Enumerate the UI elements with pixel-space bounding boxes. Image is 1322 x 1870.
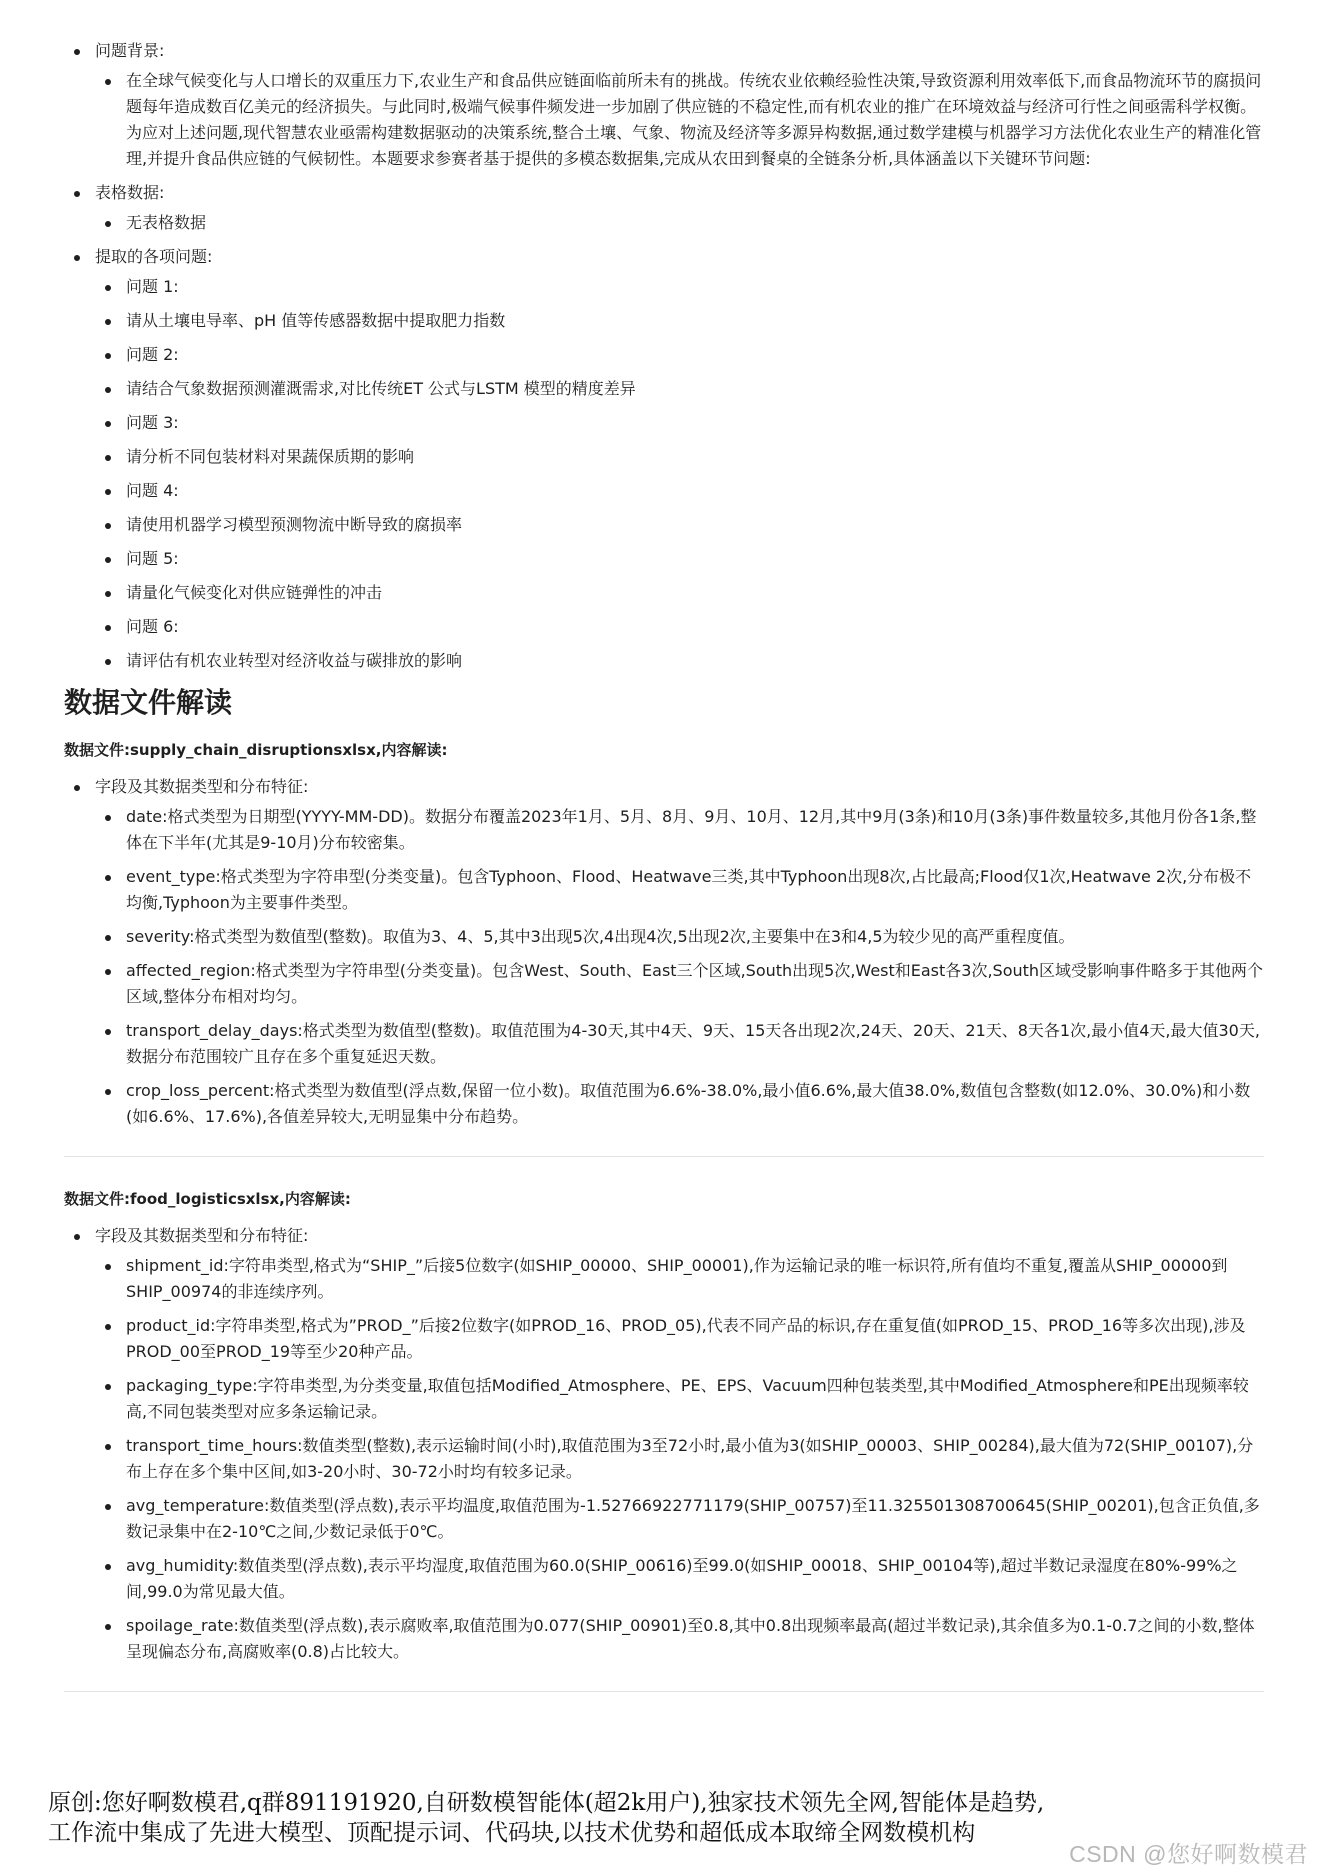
footer-line-2: 工作流中集成了先进大模型、顶配提示词、代码块,以技术优势和超低成本取缔全网数模机构 [48, 1820, 976, 1846]
question-label-1: 问题 1: [95, 274, 1264, 300]
question-text-2: 请结合气象数据预测灌溉需求,对比传统ET 公式与LSTM 模型的精度差异 [95, 376, 1264, 402]
divider-bottom [64, 1691, 1264, 1692]
background-item [64, 38, 1264, 172]
field-transport-delay-days: transport_delay_days:格式类型为数值型(整数)。取值范围为4-30天,其中4天、9天、15天各出现2次,24天、20天、21天、8天各1次,最小值4天,最大值30天,数据分布范围较广且存在多个重复延迟天数。 [95, 1018, 1264, 1070]
field-product-id: product_id:字符串类型,格式为”PROD_”后接2位数字(如PROD_16、PROD_05),代表不同产品的标识,存在重复值(如PROD_15、PROD_16等多次出现),涉及PROD_00至PROD_19等至少20种产品。 [95, 1313, 1264, 1365]
field-date: date:格式类型为日期型(YYYY-MM-DD)。数据分布覆盖2023年1月、5月、8月、9月、10月、12月,其中9月(3条)和10月(3条)事件数量较多,其他月份各1条,整体在下半年(尤其是9-10月)分布较密集。 [95, 804, 1264, 856]
file2-fields-heading: 字段及其数据类型和分布特征: [95, 1226, 309, 1245]
background-text: 在全球气候变化与人口增长的双重压力下,农业生产和食品供应链面临前所未有的挑战。传统农业依赖经验性决策,导致资源利用效率低下,而食品物流环节的腐损问题每年造成数百亿美元的经济损失。与此同时,极端气候事件频发进一步加剧了供应链的不稳定性,而有机农业的推广在环境效益与经济可行性之间亟需科学权衡。为应对上述问题,现代智慧农业亟需构建数据驱动的决策系统,整合土壤、气象、物流及经济等多源异构数据,通过数学建模与机器学习方法优化农业生产的精准化管理,并提升食品供应链的气候韧性。本题要求参赛者基于提供的多模态数据集,完成从农田到餐桌的全链条分析,具体涵盖以下关键环节问题: [95, 68, 1264, 172]
document-content [64, 38, 1264, 1722]
divider [64, 1156, 1264, 1157]
file2-title: 数据文件:food_logisticsxlsx,内容解读: [64, 1190, 351, 1208]
field-shipment-id: shipment_id:字符串类型,格式为“SHIP_”后接5位数字(如SHIP_00000、SHIP_00001),作为运输记录的唯一标识符,所有值均不重复,覆盖从SHIP_00000到SHIP_00974的非连续序列。 [95, 1253, 1264, 1305]
file1-title: 数据文件:supply_chain_disruptionsxlsx,内容解读: [64, 741, 448, 759]
question-text-5: 请量化气候变化对供应链弹性的冲击 [95, 580, 1264, 606]
field-event-type: event_type:格式类型为字符串型(分类变量)。包含Typhoon、Flood、Heatwave三类,其中Typhoon出现8次,占比最高;Flood仅1次,Heatwave 2次,分布极不均衡,Typhoon为主要事件类型。 [95, 864, 1264, 916]
watermark: CSDN @您好啊数模君 [1069, 1841, 1308, 1867]
question-label-6: 问题 6: [95, 614, 1264, 640]
question-text-3: 请分析不同包装材料对果蔬保质期的影响 [95, 444, 1264, 470]
question-text-6: 请评估有机农业转型对经济收益与碳排放的影响 [95, 648, 1264, 674]
table-data-item [64, 180, 1264, 236]
file2-list [64, 1223, 1264, 1665]
field-affected-region: affected_region:格式类型为字符串型(分类变量)。包含West、South、East三个区域,South出现5次,West和East各3次,South区域受影响事件略多于其他两个区域,整体分布相对均匀。 [95, 958, 1264, 1010]
field-severity: severity:格式类型为数值型(整数)。取值为3、4、5,其中3出现5次,4出现4次,5出现2次,主要集中在3和4,5为较少见的高严重程度值。 [95, 924, 1264, 950]
table-text: 无表格数据 [95, 210, 1264, 236]
field-avg-humidity: avg_humidity:数值类型(浮点数),表示平均湿度,取值范围为60.0(SHIP_00616)至99.0(如SHIP_00018、SHIP_00104等),超过半数记录湿度在80%-99%之间,99.0为常见最大值。 [95, 1553, 1264, 1605]
background-heading: 问题背景: [95, 41, 165, 60]
field-transport-time-hours: transport_time_hours:数值类型(整数),表示运输时间(小时),取值范围为3至72小时,最小值为3(如SHIP_00003、SHIP_00284),最大值为72(SHIP_00107),分布上存在多个集中区间,如3-20小时、30-72小时均有较多记录。 [95, 1433, 1264, 1485]
file1-list [64, 774, 1264, 1130]
footer-line-1: 原创:您好啊数模君,q群891191920,自研数模智能体(超2k用户),独家技术领先全网,智能体是趋势, [48, 1790, 1045, 1816]
intro-list [64, 38, 1264, 674]
question-label-2: 问题 2: [95, 342, 1264, 368]
file2-fields-item [64, 1223, 1264, 1665]
questions-list [95, 274, 1264, 674]
file2-fields-list [95, 1253, 1264, 1665]
question-label-4: 问题 4: [95, 478, 1264, 504]
background-sublist [95, 68, 1264, 172]
table-sublist [95, 210, 1264, 236]
questions-heading: 提取的各项问题: [95, 247, 213, 266]
file1-fields-heading: 字段及其数据类型和分布特征: [95, 777, 309, 796]
table-heading: 表格数据: [95, 183, 165, 202]
section-title: 数据文件解读 [64, 686, 233, 719]
field-crop-loss-percent: crop_loss_percent:格式类型为数值型(浮点数,保留一位小数)。取值范围为6.6%-38.0%,最小值6.6%,最大值38.0%,数值包含整数(如12.0%、30.0%)和小数(如6.6%、17.6%),各值差异较大,无明显集中分布趋势。 [95, 1078, 1264, 1130]
question-label-3: 问题 3: [95, 410, 1264, 436]
question-text-1: 请从土壤电导率、pH 值等传感器数据中提取肥力指数 [95, 308, 1264, 334]
question-text-4: 请使用机器学习模型预测物流中断导致的腐损率 [95, 512, 1264, 538]
file1-fields-list [95, 804, 1264, 1130]
questions-item [64, 244, 1264, 674]
field-spoilage-rate: spoilage_rate:数值类型(浮点数),表示腐败率,取值范围为0.077(SHIP_00901)至0.8,其中0.8出现频率最高(超过半数记录),其余值多为0.1-0.7之间的小数,整体呈现偏态分布,高腐败率(0.8)占比较大。 [95, 1613, 1264, 1665]
field-avg-temperature: avg_temperature:数值类型(浮点数),表示平均温度,取值范围为-1.52766922771179(SHIP_00757)至11.325501308700645(SHIP_00201),包含正负值,多数记录集中在2-10℃之间,少数记录低于0℃。 [95, 1493, 1264, 1545]
file1-fields-item [64, 774, 1264, 1130]
field-packaging-type: packaging_type:字符串类型,为分类变量,取值包括Modified_Atmosphere、PE、EPS、Vacuum四种包装类型,其中Modified_Atmosphere和PE出现频率较高,不同包装类型对应多条运输记录。 [95, 1373, 1264, 1425]
question-label-5: 问题 5: [95, 546, 1264, 572]
